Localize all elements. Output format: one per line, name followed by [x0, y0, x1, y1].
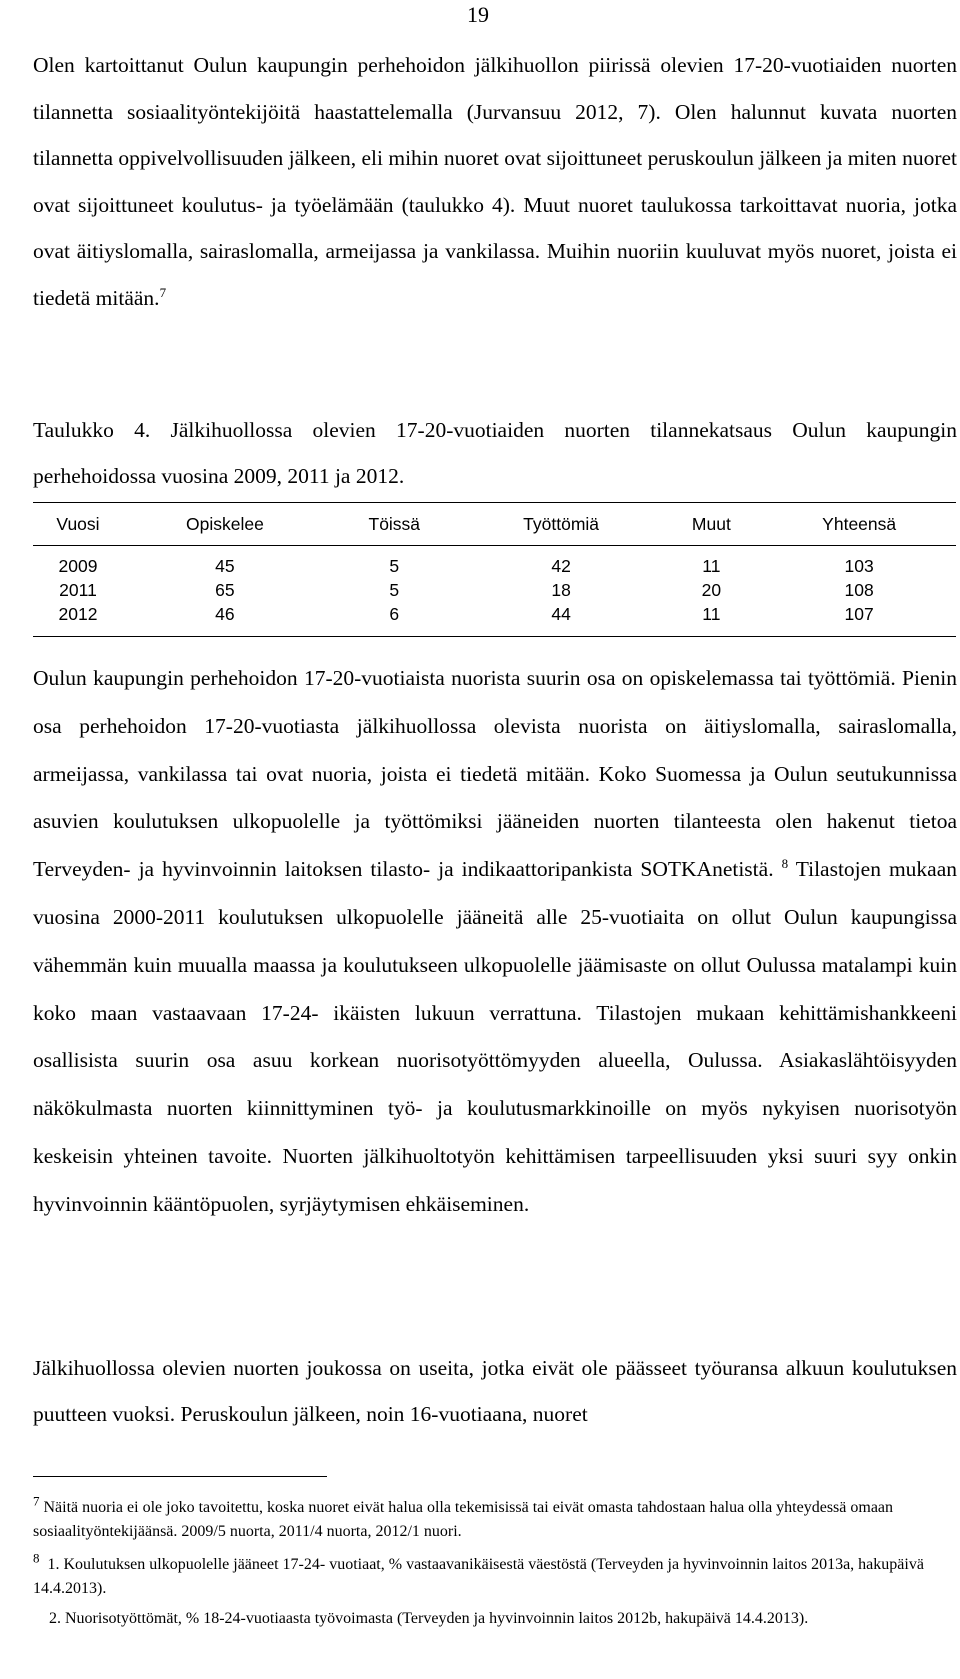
cell-tyottomia: 18	[551, 580, 571, 600]
header-yhteensa: Yhteensä	[762, 503, 956, 546]
cell-toissa: 6	[389, 604, 400, 624]
footnote-8-mark: 8	[33, 1550, 40, 1566]
header-opiskelee: Opiskelee	[123, 503, 327, 546]
table-row	[33, 578, 956, 602]
cell-yhteensa: 108	[844, 580, 874, 600]
paragraph-2-text-b: Tilastojen mukaan vuosina 2000-2011 koulutuksen ulkopuolelle jääneitä alle 25-vuotiaita on ollut Oulun kaupungissa vähemmän kuin muualla maassa ja koulutukseen ulkopuolelle jäämisaste on ollut Oulussa matalampi kuin koko maan vastaavaan 17-24- ikäisten lukuun verrattuna. Tilastojen mukaan kehittämishankkeeni osallisista suurin osa asuu korkean nuorisotyöttömyyden alueella, Oulussa. Asiakaslähtöisyyden näkökulmasta nuorten kiinnittyminen työ- ja koulutusmarkkinoille on myös nykyisen nuorisotyön keskeisin yhteinen tavoite. Nuorten jälkihuoltotyön kehittämisen tarpeellisuuden yksi suuri syy onkin hyvinvoinnin kääntöpuolen, syrjäytymisen ehkäiseminen.	[33, 857, 958, 1216]
cell-tyottomia: 44	[551, 604, 571, 624]
cell-muut: 11	[702, 604, 721, 624]
footnote-8-item-1-text: 1. Koulutuksen ulkopuolelle jääneet 17-24- vuotiaat, % vastaavanikäisestä väestöstä (Terveyden ja hyvinvoinnin laitos 2013a, hakupäivä 14.4.2013).	[33, 1556, 924, 1597]
data-table	[33, 502, 956, 637]
cell-opiskelee: 65	[215, 580, 235, 600]
footnote-ref-7[interactable]: 7	[159, 284, 167, 300]
cell-year: 2009	[58, 556, 98, 576]
cell-toissa: 5	[389, 556, 400, 576]
footnote-8-item-1	[33, 1550, 957, 1601]
paragraph-1	[33, 42, 957, 322]
cell-yhteensa: 103	[844, 556, 874, 576]
cell-yhteensa: 107	[844, 604, 874, 624]
footnote-7-text: Näitä nuoria ei ole joko tavoitettu, koska nuoret eivät halua olla tekemisissä tai eivät omasta tahdostaan halua olla yhteydessä omaan sosiaalityöntekijäänsä. 2009/5 nuorta, 2011/4 nuorta, 2012/1 nuori.	[33, 1499, 894, 1540]
table-row	[33, 602, 956, 637]
table-row	[33, 546, 956, 579]
footnote-ref-8[interactable]: 8	[781, 856, 789, 872]
cell-year: 2011	[59, 580, 97, 600]
header-toissa: Töissä	[327, 503, 462, 546]
paragraph-2	[33, 655, 957, 1229]
footnote-7	[33, 1493, 957, 1544]
cell-year: 2012	[58, 604, 98, 624]
paragraph-2-text-a: Oulun kaupungin perhehoidon 17-20-vuotiaista nuorista suurin osa on opiskelemassa tai työttömiä. Pienin osa perhehoidon 17-20-vuotiasta jälkihuollossa olevista nuorista on äitiyslomalla, sairaslomalla, armeijassa, vankilassa tai ovat nuoria, joista ei tiedetä mitään. Koko Suomessa ja Oulun seutukunnissa asuvien koulutuksen ulkopuolelle ja työttömiksi jääneiden nuorten tilanteesta olen hakenut tietoa Terveyden- ja hyvinvoinnin laitoksen tilasto- ja indikaattoripankista SOTKAnetistä.	[33, 666, 957, 882]
header-tyottomia: Työttömiä	[462, 503, 661, 546]
header-muut: Muut	[660, 503, 762, 546]
cell-muut: 11	[702, 556, 721, 576]
footnote-7-mark: 7	[33, 1493, 40, 1509]
footnote-8-item-2	[33, 1607, 957, 1631]
cell-tyottomia: 42	[551, 556, 571, 576]
footnote-8-item-2-text: 2. Nuorisotyöttömät, % 18-24-vuotiaasta työvoimasta (Terveyden ja hyvinvoinnin laitos 2012b, hakupäivä 14.4.2013).	[49, 1610, 809, 1627]
paragraph-3: Jälkihuollossa olevien nuorten joukossa on useita, jotka eivät ole päässeet työuransa alkuun koulutuksen puutteen vuoksi. Peruskoulun jälkeen, noin 16-vuotiaana, nuoret	[33, 1356, 957, 1426]
cell-toissa: 5	[389, 580, 400, 600]
table-caption: Taulukko 4. Jälkihuollossa olevien 17-20-vuotiaiden nuorten tilannekatsaus Oulun kaupungin perhehoidossa vuosina 2009, 2011 ja 2012.	[33, 418, 957, 488]
header-vuosi: Vuosi	[33, 503, 123, 546]
table-header-row	[33, 503, 956, 546]
cell-opiskelee: 46	[215, 604, 235, 624]
page-number: 19	[467, 2, 489, 27]
cell-opiskelee: 45	[215, 556, 235, 576]
cell-muut: 20	[701, 580, 722, 600]
footnote-separator	[33, 1476, 327, 1477]
paragraph-1-text: Olen kartoittanut Oulun kaupungin perhehoidon jälkihuollon piirissä olevien 17-20-vuotiaiden nuorten tilannetta sosiaalityöntekijöitä haastattelemalla (Jurvansuu 2012, 7). Olen halunnut kuvata nuorten tilannetta oppivelvollisuuden jälkeen, eli mihin nuoret ovat sijoittuneet peruskoulun jälkeen ja miten nuoret ovat sijoittuneet koulutus- ja työelämään (taulukko 4). Muut nuoret taulukossa tarkoittavat nuoria, jotka ovat äitiyslomalla, sairaslomalla, armeijassa ja vankilassa. Muihin nuoriin kuuluvat myös nuoret, joista ei tiedetä mitään.	[33, 53, 957, 310]
